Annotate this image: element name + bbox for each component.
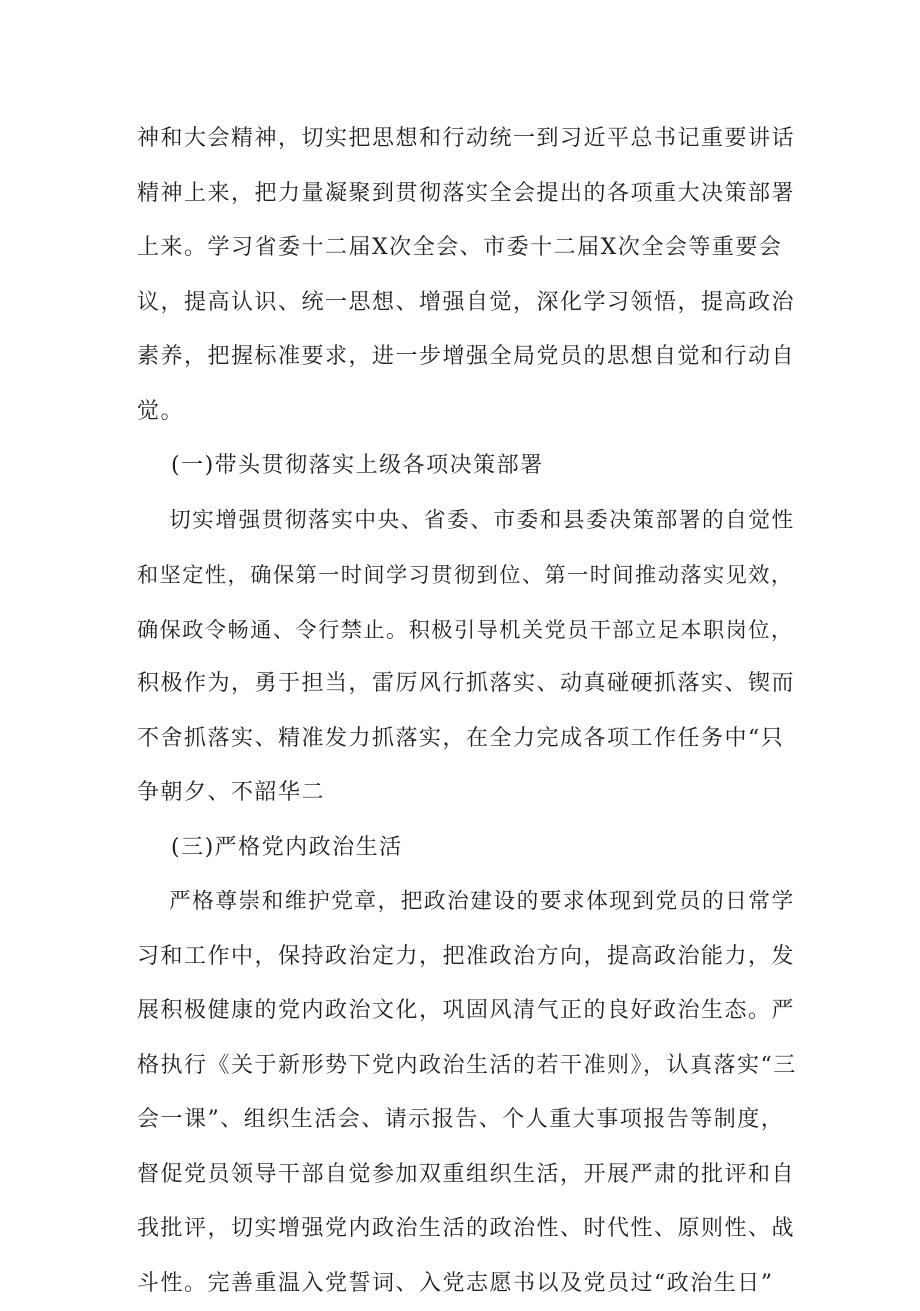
text-line: 督促党员领导干部自觉参加双重组织生活，开展严肃的批评和自 xyxy=(137,1148,797,1203)
text-line: 格执行《关于新形势下党内政治生活的若干准则》，认真落实“三 xyxy=(137,1039,797,1094)
text-line: 素养，把握标准要求，进一步增强全局党员的思想自觉和行动自 xyxy=(137,330,797,385)
text-line: 觉。 xyxy=(137,385,797,440)
section-heading: (三)严格党内政治生活 xyxy=(137,821,797,876)
text-line: 精神上来，把力量凝聚到贯彻落实全会提出的各项重大决策部署 xyxy=(137,167,797,222)
text-line: 和坚定性，确保第一时间学习贯彻到位、第一时间推动落实见效， xyxy=(137,548,797,603)
text-line: 确保政令畅通、令行禁止。积极引导机关党员干部立足本职岗位， xyxy=(137,603,797,658)
text-line: 议，提高认识、统一思想、增强自觉，深化学习领悟，提高政治 xyxy=(137,276,797,331)
text-line: 习和工作中，保持政治定力，把准政治方向，提高政治能力，发 xyxy=(137,930,797,985)
text-line: 展积极健康的党内政治文化，巩固风清气正的良好政治生态。严 xyxy=(137,984,797,1039)
section-heading: (一)带头贯彻落实上级各项决策部署 xyxy=(137,439,797,494)
text-line: 神和大会精神，切实把思想和行动统一到习近平总书记重要讲话 xyxy=(137,112,797,167)
paragraph-first-line: 切实增强贯彻落实中央、省委、市委和县委决策部署的自觉性 xyxy=(137,494,797,549)
text-line: 我批评，切实增强党内政治生活的政治性、时代性、原则性、战 xyxy=(137,1202,797,1257)
text-line: 斗性。完善重温入党誓词、入党志愿书以及党员过“政治生日” xyxy=(137,1257,797,1311)
text-line: 积极作为，勇于担当，雷厉风行抓落实、动真碰硬抓落实、锲而 xyxy=(137,657,797,712)
text-line: 争朝夕、不韶华二 xyxy=(137,766,797,821)
text-line: 不舍抓落实、精准发力抓落实，在全力完成各项工作任务中“只 xyxy=(137,712,797,767)
paragraph-first-line: 严格尊崇和维护党章，把政治建设的要求体现到党员的日常学 xyxy=(137,875,797,930)
text-line: 上来。学习省委十二届X次全会、市委十二届X次全会等重要会 xyxy=(137,221,797,276)
text-line: 会一课”、组织生活会、请示报告、个人重大事项报告等制度， xyxy=(137,1093,797,1148)
document-text-block xyxy=(137,112,797,1311)
